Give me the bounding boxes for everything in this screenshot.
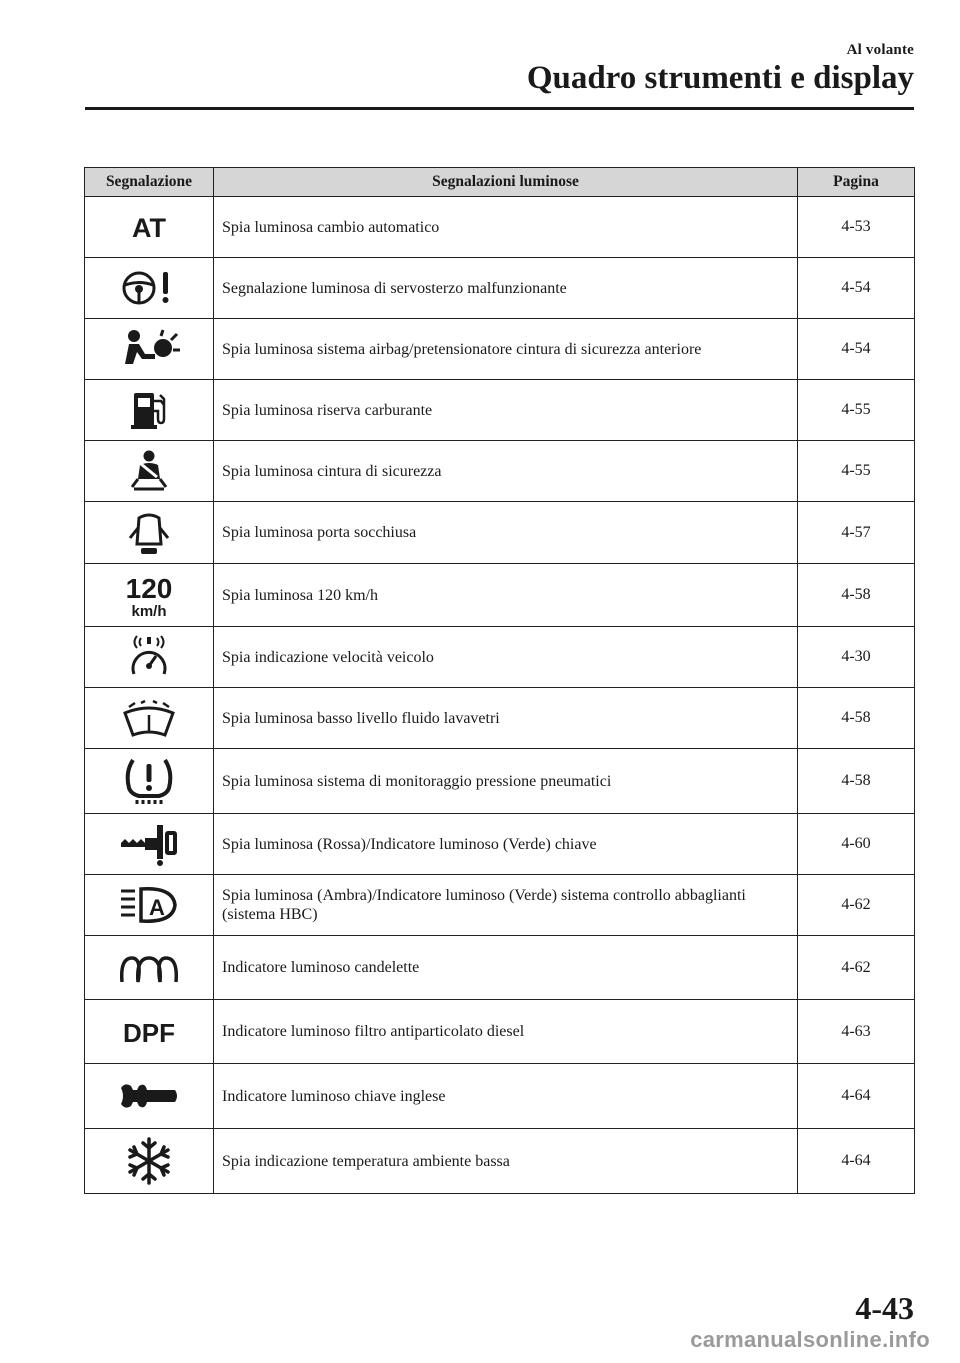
light-description: Indicatore luminoso filtro antiparticolato diesel — [214, 1000, 798, 1064]
table-row — [85, 936, 915, 1000]
light-description: Spia luminosa riserva carburante — [214, 380, 798, 441]
light-description: Spia luminosa cambio automatico — [214, 197, 798, 258]
light-description: Spia indicazione temperatura ambiente bassa — [214, 1129, 798, 1194]
table-row — [85, 1129, 915, 1194]
airbag-icon — [85, 319, 214, 380]
watermark: carmanualsonline.info — [690, 1327, 930, 1352]
page-reference: 4-58 — [798, 688, 915, 749]
page-reference: 4-54 — [798, 319, 915, 380]
svg-text:km/h: km/h — [131, 603, 167, 619]
page-number: 4-43 — [855, 1290, 914, 1326]
page-reference: 4-58 — [798, 749, 915, 814]
key-icon — [85, 814, 214, 875]
table-row — [85, 749, 915, 814]
table-row — [85, 688, 915, 749]
svg-text:DPF: DPF — [123, 1017, 175, 1048]
fuel-pump-icon — [85, 380, 214, 441]
light-description: Spia indicazione velocità veicolo — [214, 627, 798, 688]
page-reference: 4-63 — [798, 1000, 915, 1064]
light-description: Indicatore luminoso chiave inglese — [214, 1064, 798, 1129]
light-description: Spia luminosa sistema airbag/pretensionatore cintura di sicurezza anteriore — [214, 319, 798, 380]
table-row — [85, 814, 915, 875]
page-reference: 4-55 — [798, 441, 915, 502]
power-steering-warning-icon — [85, 258, 214, 319]
table-row — [85, 319, 915, 380]
svg-text:120: 120 — [125, 573, 173, 604]
table-row — [85, 1064, 915, 1129]
table-row — [85, 564, 915, 627]
light-description: Spia luminosa (Ambra)/Indicatore luminoso (Verde) sistema controllo abbaglianti (sistema HBC) — [214, 875, 798, 936]
tire-pressure-icon — [85, 749, 214, 814]
wrench-icon — [85, 1064, 214, 1129]
table-row — [85, 197, 915, 258]
speedometer-alert-icon — [85, 627, 214, 688]
high-beam-control-icon — [85, 875, 214, 936]
automatic-transmission-icon — [85, 197, 214, 258]
light-description: Spia luminosa basso livello fluido lavavetri — [214, 688, 798, 749]
page-reference: 4-30 — [798, 627, 915, 688]
section-name: Al volante — [846, 42, 914, 58]
light-description: Spia luminosa (Rossa)/Indicatore luminoso (Verde) chiave — [214, 814, 798, 875]
light-description: Spia luminosa porta socchiusa — [214, 502, 798, 564]
column-header-lights: Segnalazioni luminose — [214, 168, 798, 197]
page-reference: 4-57 — [798, 502, 915, 564]
warning-lights-table — [84, 167, 915, 1194]
light-description: Spia luminosa cintura di sicurezza — [214, 441, 798, 502]
column-header-page: Pagina — [798, 168, 915, 197]
header-divider — [85, 107, 914, 110]
table-row — [85, 875, 915, 936]
page-reference: 4-60 — [798, 814, 915, 875]
door-ajar-icon — [85, 502, 214, 564]
light-description: Spia luminosa sistema di monitoraggio pressione pneumatici — [214, 749, 798, 814]
table-header-row — [85, 168, 915, 197]
seat-belt-icon — [85, 441, 214, 502]
page-reference: 4-64 — [798, 1064, 915, 1129]
snowflake-icon — [85, 1129, 214, 1194]
table-row — [85, 1000, 915, 1064]
page-reference: 4-54 — [798, 258, 915, 319]
column-header-signal: Segnalazione — [85, 168, 214, 197]
light-description: Spia luminosa 120 km/h — [214, 564, 798, 627]
table-row — [85, 258, 915, 319]
table-row — [85, 380, 915, 441]
table-row — [85, 502, 915, 564]
washer-fluid-icon — [85, 688, 214, 749]
page-reference: 4-58 — [798, 564, 915, 627]
page-reference: 4-64 — [798, 1129, 915, 1194]
section-header — [847, 42, 914, 59]
svg-text:AT: AT — [132, 213, 166, 243]
svg-text:A: A — [149, 895, 165, 920]
light-description: Indicatore luminoso candelette — [214, 936, 798, 1000]
table-row — [85, 441, 915, 502]
page-reference: 4-62 — [798, 875, 915, 936]
light-description: Segnalazione luminosa di servosterzo malfunzionante — [214, 258, 798, 319]
page-reference: 4-55 — [798, 380, 915, 441]
page-reference: 4-53 — [798, 197, 915, 258]
diesel-particulate-filter-icon — [85, 1000, 214, 1064]
page-reference: 4-62 — [798, 936, 915, 1000]
glow-plug-icon — [85, 936, 214, 1000]
speed-120-icon — [85, 564, 214, 627]
table-row — [85, 627, 915, 688]
page-title: Quadro strumenti e display — [526, 60, 914, 96]
